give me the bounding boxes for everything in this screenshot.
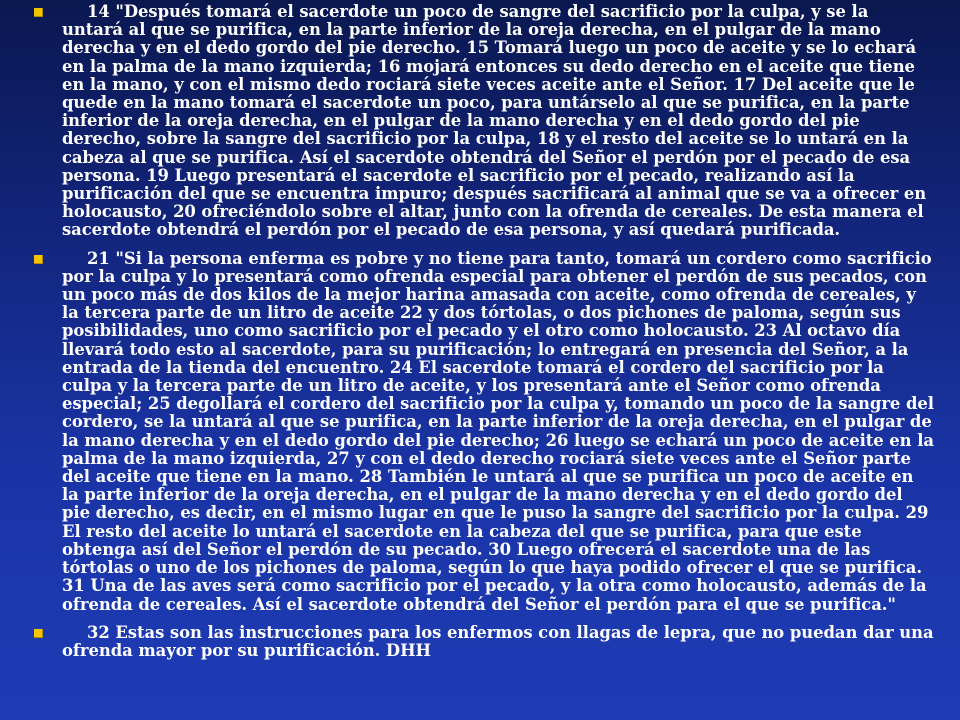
bullet-item-verse-32 xyxy=(34,624,934,660)
square-bullet-icon xyxy=(34,629,43,638)
bullet-text: 21 "Si la persona enferma es pobre y no tiene para tanto, tomará un cordero como sacrificio por la culpa y lo presentará como ofrenda especial para obtener el perdón de sus pecados, con un poco más de dos kilos de la mejor harina amasada con aceite, como ofrenda de cereales, y la tercera parte de un litro de aceite 22 y dos tórtolas, o dos pichones de paloma, según sus posibilidades, uno como sacrificio por el pecado y el otro como holocausto. 23 Al octavo día llevará todo esto al sacerdote, para su purificación; lo entregará en presencia del Señor, a la entrada de la tienda del encuentro. 24 El sacerdote tomará el cordero del sacrificio por la culpa y la tercera parte de un litro de aceite, y los presentará ante el Señor como ofrenda especial; 25 degollará el cordero del sacrificio por la culpa y, tomando un poco de la sangre del cordero, se la untará al que se purifica, en la parte inferior de la oreja derecha, en el pulgar de la mano derecha y en el dedo gordo del pie derecho; 26 luego se echará un poco de aceite en la palma de la mano izquierda, 27 y con el dedo derecho rociará siete veces ante el Señor parte del aceite que tiene en la mano. 28 También le untará al que se purifica un poco de aceite en la parte inferior de la oreja derecha, en el pulgar de la mano derecha y en el dedo gordo del pie derecho, es decir, en el mismo lugar en que le puso la sangre del sacrificio por la culpa. 29 El resto del aceite lo untará el sacerdote en la cabeza del que se purifica, para que este obtenga así del Señor el perdón de su pecado. 30 Luego ofrecerá el sacerdote una de las tórtolas o uno de los pichones de paloma, según lo que haya podido ofrecer el que se purifica. 31 Una de las aves será como sacrificio por el pecado, y la otra como holocausto, además de la ofrenda de cereales. Así el sacerdote obtendrá del Señor el perdón para el que se purifica." xyxy=(62,248,934,614)
bullet-text: 32 Estas son las instrucciones para los enfermos con llagas de lepra, que no puedan dar una ofrenda mayor por su purificación. DHH xyxy=(62,622,934,660)
bullet-list xyxy=(34,3,934,660)
bullet-item-verses-21-31 xyxy=(34,250,934,614)
bullet-item-verses-14-20 xyxy=(34,3,934,240)
bullet-text: 14 "Después tomará el sacerdote un poco de sangre del sacrificio por la culpa, y se la untará al que se purifica, en la parte inferior de la oreja derecha, en el pulgar de la mano derecha y en el dedo gordo del pie derecho. 15 Tomará luego un poco de aceite y se lo echará en la palma de la mano izquierda; 16 mojará entonces su dedo derecho en el aceite que tiene en la mano, y con el mismo dedo rociará siete veces aceite ante el Señor. 17 Del aceite que le quede en la mano tomará el sacerdote un poco, para untárselo al que se purifica, en la parte inferior de la oreja derecha, en el pulgar de la mano derecha y en el dedo gordo del pie derecho, sobre la sangre del sacrificio por la culpa, 18 y el resto del aceite se lo untará en la cabeza al que se purifica. Así el sacerdote obtendrá del Señor el perdón por el pecado de esa persona. 19 Luego presentará el sacerdote el sacrificio por el pecado, realizando así la purificación del que se encuentra impuro; después sacrificará al animal que se va a ofrecer en holocausto, 20 ofreciéndolo sobre el altar, junto con la ofrenda de cereales. De esta manera el sacerdote obtendrá el perdón por el pecado de esa persona, y así quedará purificada. xyxy=(62,2,927,240)
square-bullet-icon xyxy=(34,8,43,17)
square-bullet-icon xyxy=(34,255,43,264)
